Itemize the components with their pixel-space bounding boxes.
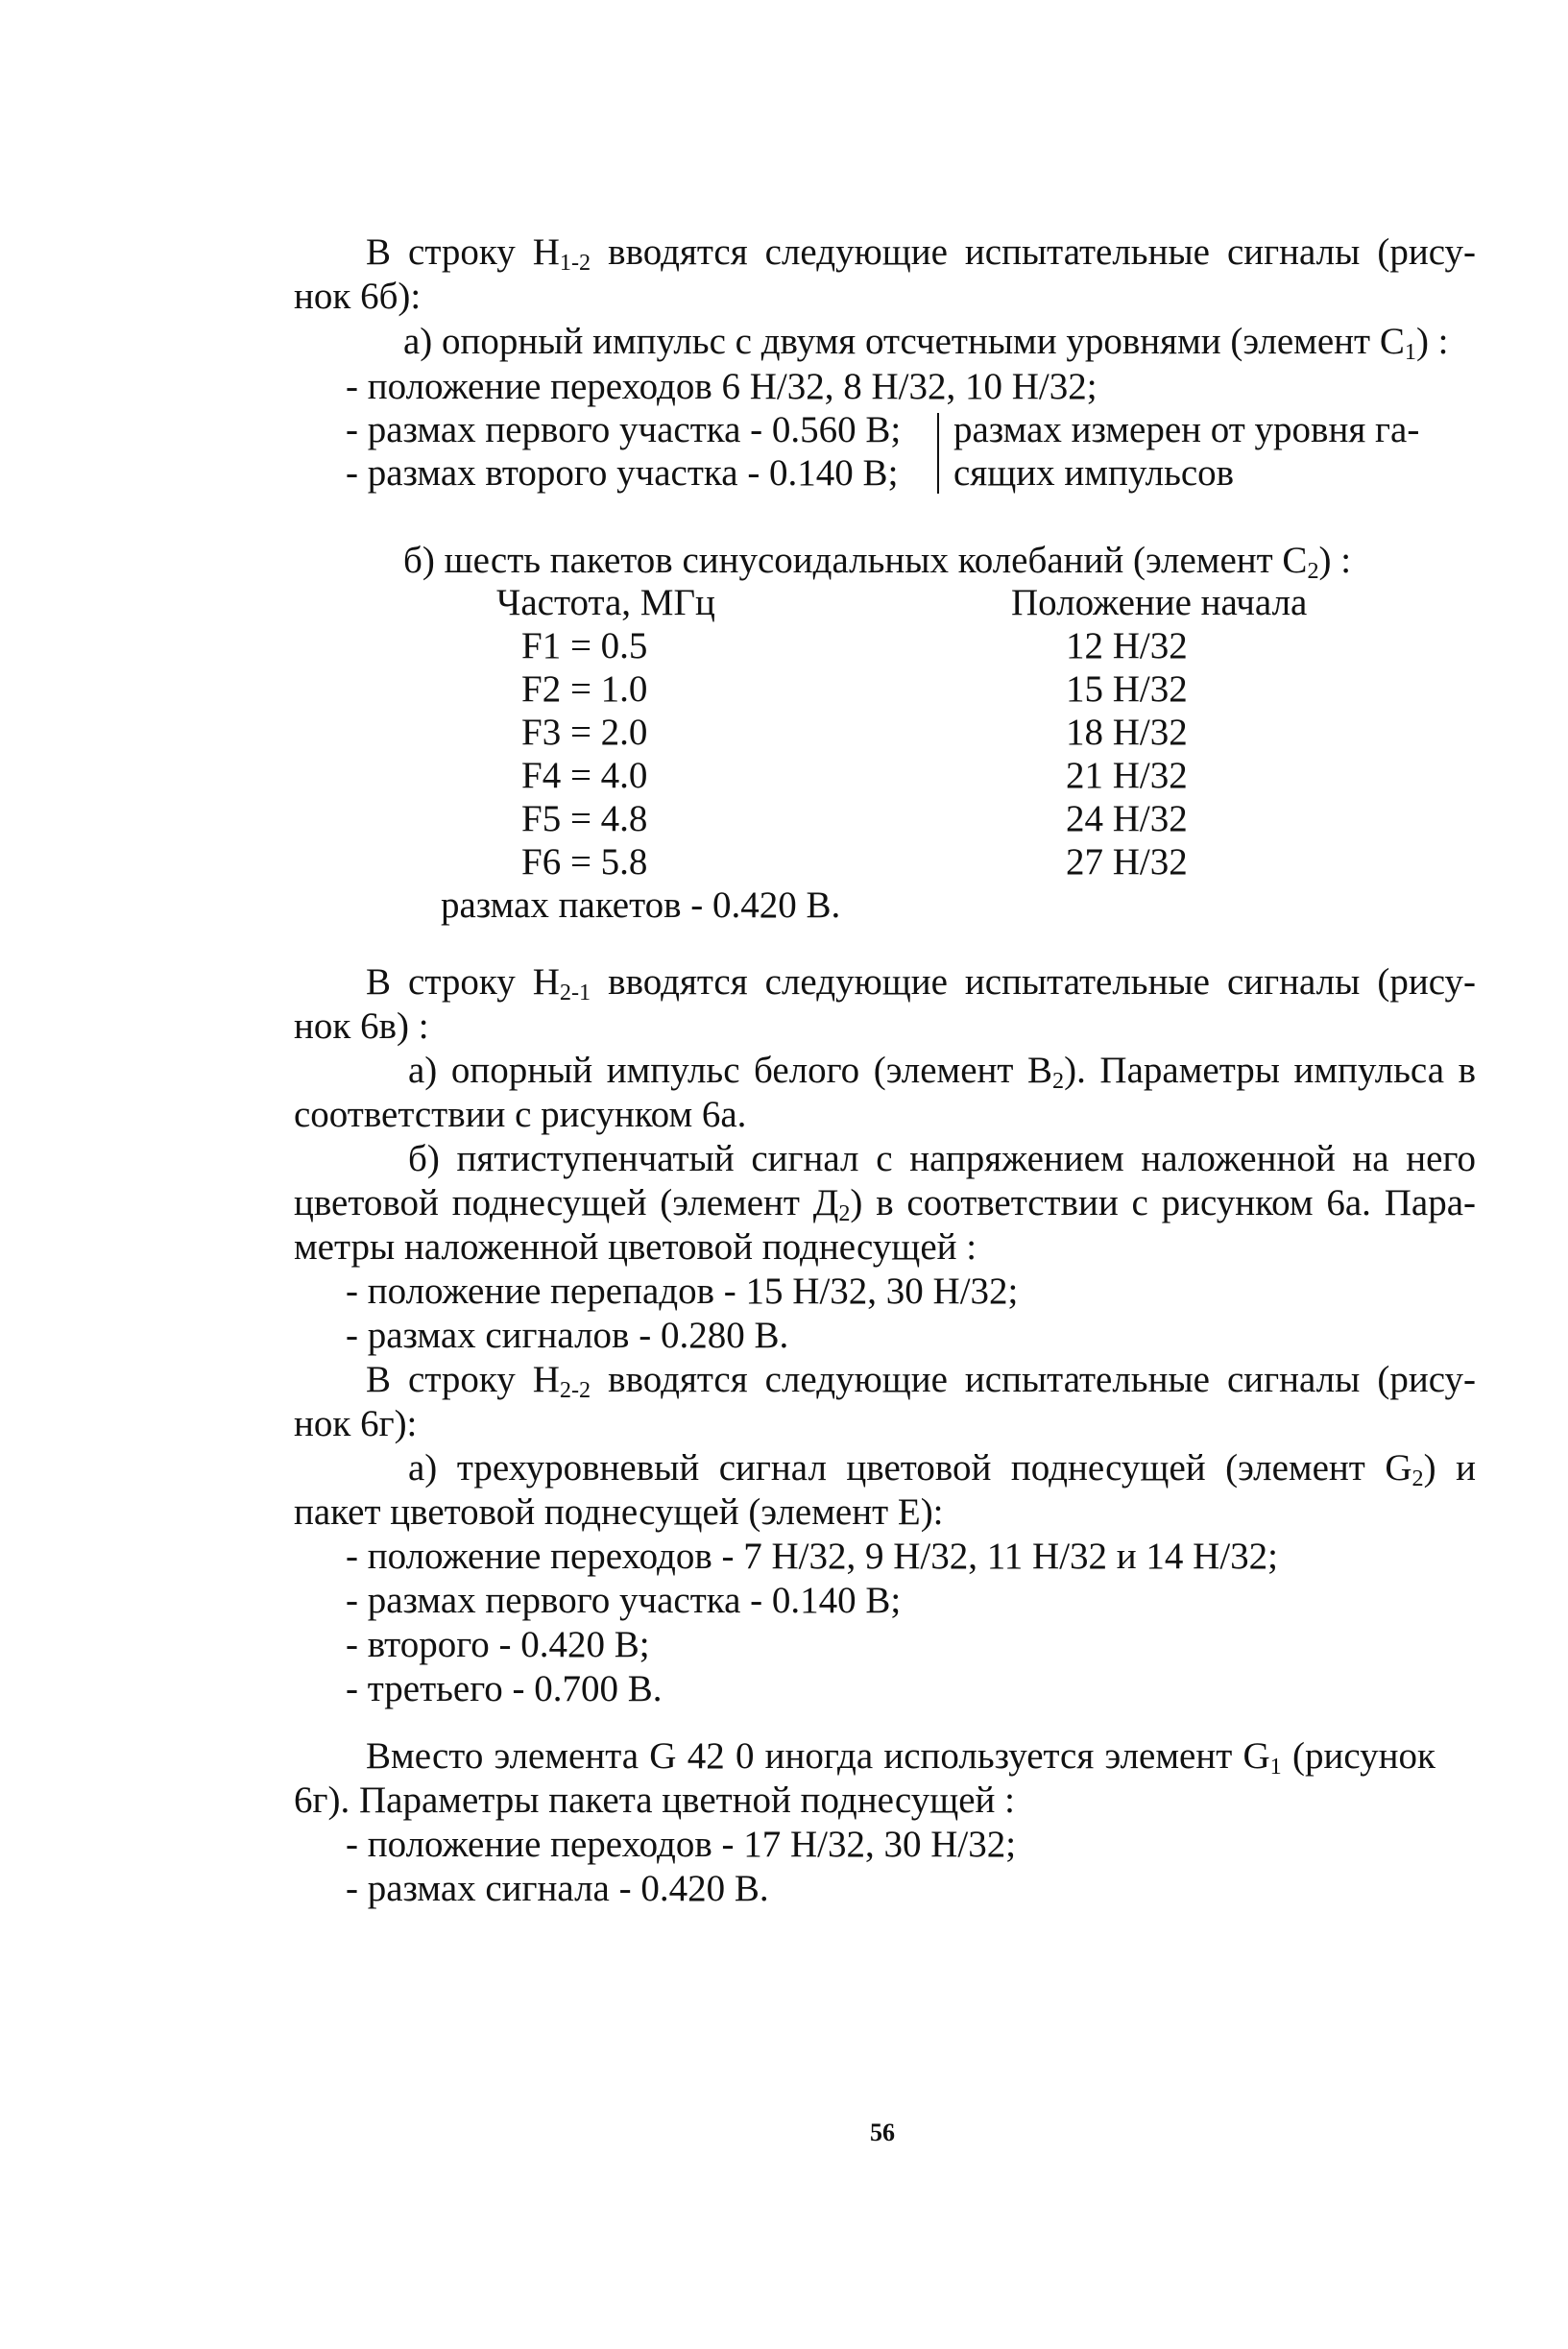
table-header-start-position: Положение начала <box>1011 582 1308 623</box>
text-span: ) и <box>1423 1447 1477 1489</box>
text-span: б) шесть пакетов синусоидальных колебаний (элемент С <box>403 540 1308 581</box>
paragraph-h12-line2: нок 6б): <box>294 276 422 317</box>
paragraph-g1-line1 <box>366 1734 1435 1779</box>
text-span: а) опорный импульс с двумя отсчетными уровнями (элемент С <box>403 321 1405 362</box>
subscript: 1 <box>1269 1754 1282 1780</box>
item-a-reference-pulse <box>403 320 1449 364</box>
bullet-step-positions: - положение перепадов - 15 Н/32, 30 Н/32; <box>346 1271 1019 1312</box>
subscript: 2 <box>838 1200 851 1227</box>
subscript: 1 <box>1404 339 1416 366</box>
table-cell-position: 21 Н/32 <box>1066 755 1188 796</box>
item-a-white-pulse-line2: соответствии с рисунком 6а. <box>294 1094 747 1135</box>
text-span: вводятся следующие испытательные сигналы (рису- <box>591 231 1476 273</box>
bullet-transition-positions: - положение переходов 6 Н/32, 8 Н/32, 10 Н/32; <box>346 366 1098 407</box>
table-cell-position: 12 Н/32 <box>1066 625 1188 666</box>
paragraph-h12-line1 <box>366 230 1476 275</box>
table-header-frequency: Частота, МГц <box>496 582 715 623</box>
table-cell-frequency: F3 = 2.0 <box>521 712 648 753</box>
subscript: 2 <box>1307 558 1319 585</box>
item-b-five-step-line2 <box>294 1181 1476 1225</box>
text-span: а) трехуровневый сигнал цветовой поднесущей (элемент G <box>408 1447 1412 1489</box>
text-span: (рисунок <box>1281 1735 1435 1777</box>
text-span: В строку Н <box>366 961 560 1003</box>
paragraph-h22-line2: нок 6г): <box>294 1403 418 1444</box>
item-a-three-level-line2: пакет цветовой поднесущей (элемент Е): <box>294 1491 944 1533</box>
bracket-divider <box>937 413 939 494</box>
bullet-second-section-swing: - размах второго участка - 0.140 В; <box>346 452 899 494</box>
text-span: вводятся следующие испытательные сигналы (рису- <box>591 961 1476 1003</box>
table-cell-frequency: F1 = 0.5 <box>521 625 648 666</box>
subscript: 2-2 <box>559 1377 591 1404</box>
text-span: вводятся следующие испытательные сигналы (рису- <box>591 1359 1476 1400</box>
subscript: 2-1 <box>559 980 591 1006</box>
text-span: а) опорный импульс белого (элемент В <box>408 1050 1053 1091</box>
bullet-signal-swing: - размах сигналов - 0.280 В. <box>346 1315 789 1356</box>
paragraph-g1-line2: 6г). Параметры пакета цветной поднесущей : <box>294 1780 1016 1821</box>
table-cell-position: 18 Н/32 <box>1066 712 1188 753</box>
table-cell-frequency: F4 = 4.0 <box>521 755 648 796</box>
table-cell-position: 24 Н/32 <box>1066 798 1188 839</box>
item-b-five-step-line3: метры наложенной цветовой поднесущей : <box>294 1226 977 1268</box>
bullet-second-swing: - второго - 0.420 В; <box>346 1624 650 1665</box>
page-number: 56 <box>870 2119 895 2146</box>
text-span: ) : <box>1318 540 1352 581</box>
text-span: ). Параметры импульса в <box>1064 1050 1477 1091</box>
item-a-white-pulse <box>408 1049 1476 1093</box>
item-b-sine-packets <box>403 539 1351 583</box>
text-span: цветовой поднесущей (элемент Д <box>294 1182 839 1223</box>
item-b-five-step-line1: б) пятиступенчатый сигнал с напряжением наложенной на него <box>408 1138 1476 1179</box>
packets-swing: размах пакетов - 0.420 В. <box>441 884 841 926</box>
bullet-first-section-swing: - размах первого участка - 0.140 В; <box>346 1580 902 1621</box>
text-span: ) в соответствии с рисунком 6а. Пара- <box>850 1182 1476 1223</box>
subscript: 2 <box>1411 1465 1424 1492</box>
bullet-third-swing: - третьего - 0.700 В. <box>346 1668 663 1709</box>
swing-note-line1: размах измерен от уровня га- <box>953 409 1420 450</box>
paragraph-h21-line1 <box>366 960 1476 1005</box>
text-span: В строку Н <box>366 1359 560 1400</box>
table-cell-frequency: F5 = 4.8 <box>521 798 648 839</box>
bullet-signal-swing: - размах сигнала - 0.420 В. <box>346 1868 769 1909</box>
paragraph-h22-line1 <box>366 1358 1476 1402</box>
text-span: ) : <box>1415 321 1449 362</box>
text-span: Вместо элемента G 42 0 иногда используется элемент G <box>366 1735 1270 1777</box>
bullet-transition-positions: - положение переходов - 17 Н/32, 30 Н/32; <box>346 1824 1017 1865</box>
subscript: 1-2 <box>559 250 591 277</box>
table-cell-position: 27 Н/32 <box>1066 841 1188 883</box>
subscript: 2 <box>1052 1068 1065 1095</box>
swing-note-line2: сящих импульсов <box>953 452 1235 494</box>
bullet-first-section-swing: - размах первого участка - 0.560 В; <box>346 409 902 450</box>
table-cell-frequency: F2 = 1.0 <box>521 668 648 710</box>
table-cell-frequency: F6 = 5.8 <box>521 841 648 883</box>
item-a-three-level <box>408 1446 1476 1490</box>
bullet-transition-positions: - положение переходов - 7 Н/32, 9 Н/32, 11 Н/32 и 14 Н/32; <box>346 1536 1279 1577</box>
table-cell-position: 15 Н/32 <box>1066 668 1188 710</box>
text-span: В строку Н <box>366 231 560 273</box>
paragraph-h21-line2: нок 6в) : <box>294 1005 429 1047</box>
